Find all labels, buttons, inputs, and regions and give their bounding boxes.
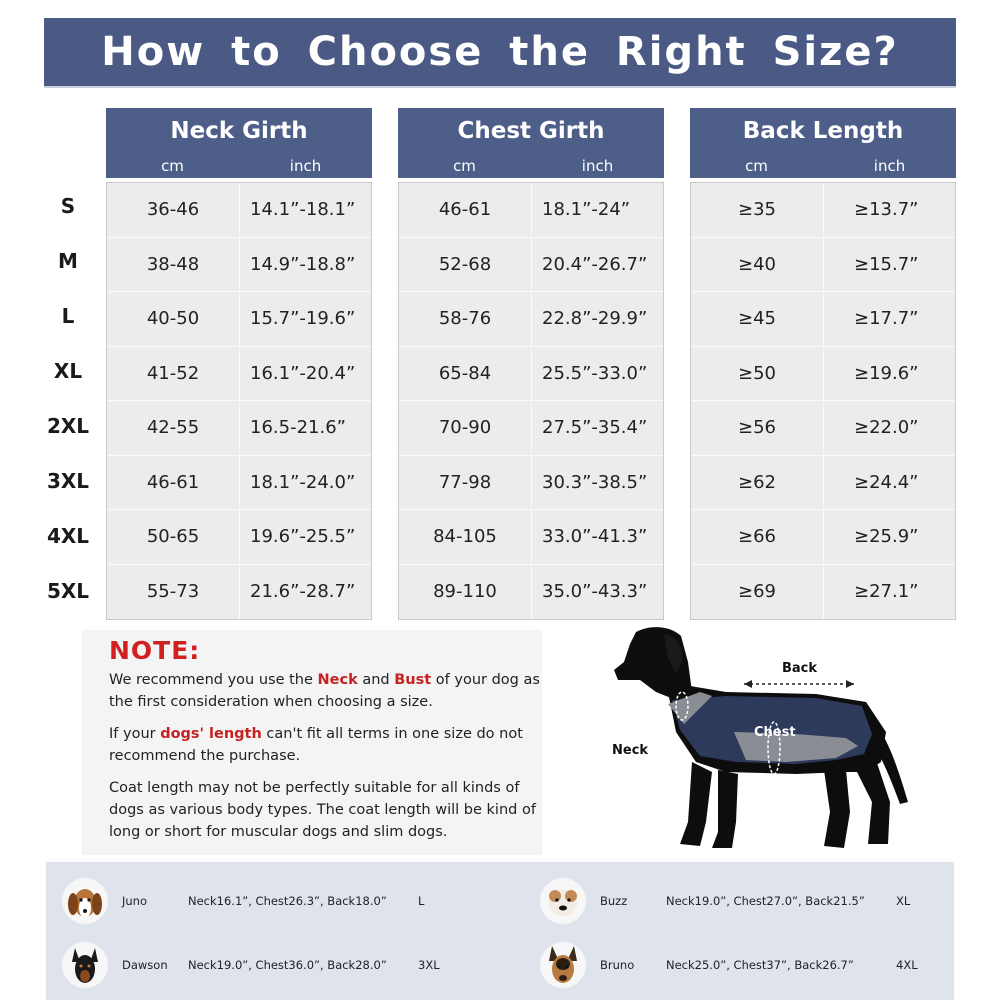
table-row <box>107 401 371 456</box>
pet-size: XL <box>896 894 911 908</box>
note-text: can't fit all terms in one size do not recommend the purchase. <box>109 726 523 764</box>
inch-cell: 14.9”-18.8” <box>239 238 371 292</box>
cm-cell: ≥45 <box>738 308 776 330</box>
back-length-header <box>690 108 956 178</box>
german-shepherd-icon <box>540 942 586 988</box>
back-unit-cm: cm <box>745 157 768 175</box>
chest-unit-inch: inch <box>581 157 614 175</box>
cm-cell: 46-61 <box>438 199 492 221</box>
size-label-l: L <box>61 304 75 328</box>
inch-cell: ≥25.9” <box>823 510 955 564</box>
note-highlight-length: dogs' length <box>160 726 262 742</box>
table-row <box>399 292 663 347</box>
pet-name: Bruno <box>600 958 635 972</box>
table-row <box>691 347 955 402</box>
inch-cell: ≥15.7” <box>823 238 955 292</box>
neck-unit-inch: inch <box>289 157 322 175</box>
inch-cell: 30.3”-38.5” <box>531 456 663 510</box>
pet-name: Dawson <box>122 958 168 972</box>
size-label-xl: XL <box>53 359 83 383</box>
pet-measurements: Neck19.0”, Chest36.0”, Back28.0” <box>188 958 387 972</box>
pet-name: Buzz <box>600 894 628 908</box>
inch-cell: 15.7”-19.6” <box>239 292 371 346</box>
pet-measurements: Neck19.0”, Chest27.0”, Back21.5” <box>666 894 865 908</box>
size-label-3xl: 3XL <box>46 469 90 493</box>
neck-girth-header <box>106 108 372 178</box>
back-length-table <box>690 108 956 620</box>
bulldog-icon <box>540 878 586 924</box>
size-label-m: M <box>58 249 78 273</box>
doberman-icon <box>62 942 108 988</box>
table-row <box>107 238 371 293</box>
cm-cell: 55-73 <box>146 581 200 603</box>
chest-girth-table <box>398 108 664 620</box>
back-measure-arrow <box>744 680 854 688</box>
table-row <box>691 401 955 456</box>
pet-measurements: Neck25.0”, Chest37”, Back26.7” <box>666 958 854 972</box>
size-label-4xl: 4XL <box>46 524 90 548</box>
inch-cell: ≥24.4” <box>823 456 955 510</box>
cm-cell: 84-105 <box>433 526 497 548</box>
table-row <box>107 183 371 238</box>
inch-cell: 33.0”-41.3” <box>531 510 663 564</box>
neck-unit-cm: cm <box>161 157 184 175</box>
table-row <box>399 347 663 402</box>
chest-label: Chest <box>754 725 796 740</box>
chest-unit-cm: cm <box>453 157 476 175</box>
cm-cell: 42-55 <box>146 417 200 439</box>
table-row <box>691 292 955 347</box>
cm-cell: ≥56 <box>738 417 776 439</box>
dog-measurement-diagram <box>596 622 936 862</box>
chest-girth-header <box>398 108 664 178</box>
back-length-title: Back Length <box>742 118 904 144</box>
inch-cell: 35.0”-43.3” <box>531 565 663 620</box>
cm-cell: ≥62 <box>738 471 776 493</box>
inch-cell: 22.8”-29.9” <box>531 292 663 346</box>
table-row <box>107 510 371 565</box>
size-label-2xl: 2XL <box>46 414 90 438</box>
cm-cell: ≥50 <box>738 362 776 384</box>
page-title: How to Choose the Right Size? <box>101 29 899 75</box>
note-text: and <box>357 672 395 688</box>
beagle-icon <box>62 878 108 924</box>
neck-girth-title: Neck Girth <box>170 118 308 144</box>
note-box <box>82 630 542 855</box>
table-row <box>691 183 955 238</box>
pet-example-buzz <box>540 878 936 924</box>
table-row <box>399 510 663 565</box>
inch-cell: ≥17.7” <box>823 292 955 346</box>
cm-cell: 46-61 <box>146 471 200 493</box>
cm-cell: 89-110 <box>433 581 497 603</box>
cm-cell: 58-76 <box>438 308 492 330</box>
inch-cell: 25.5”-33.0” <box>531 347 663 401</box>
note-heading: NOTE: <box>109 636 201 665</box>
cm-cell: ≥35 <box>738 199 776 221</box>
back-length-body <box>690 182 956 620</box>
pet-example-dawson <box>62 942 458 988</box>
note-text: We recommend you use the <box>109 672 318 688</box>
inch-cell: ≥19.6” <box>823 347 955 401</box>
pet-name: Juno <box>122 894 148 908</box>
table-row <box>399 238 663 293</box>
cm-cell: ≥66 <box>738 526 776 548</box>
pet-size: 4XL <box>896 958 918 972</box>
table-row <box>107 456 371 511</box>
cm-cell: 70-90 <box>438 417 492 439</box>
back-unit-inch: inch <box>873 157 906 175</box>
pet-example-bruno <box>540 942 936 988</box>
note-text: of your dog as the first consideration when choosing a size. <box>109 672 540 710</box>
neck-girth-body <box>106 182 372 620</box>
table-row <box>107 292 371 347</box>
cm-cell: 40-50 <box>146 308 200 330</box>
note-text: If your <box>109 726 161 742</box>
cm-cell: ≥40 <box>738 253 776 275</box>
cm-cell: 38-48 <box>146 253 200 275</box>
cm-cell: 52-68 <box>438 253 492 275</box>
size-label-s: S <box>60 194 76 218</box>
chest-girth-body <box>398 182 664 620</box>
table-row <box>107 565 371 620</box>
note-paragraph-1 <box>109 669 542 713</box>
cm-cell: 36-46 <box>146 199 200 221</box>
inch-cell: 20.4”-26.7” <box>531 238 663 292</box>
inch-cell: 14.1”-18.1” <box>239 183 371 237</box>
table-row <box>691 238 955 293</box>
neck-girth-table <box>106 108 372 620</box>
back-label: Back <box>782 661 818 676</box>
inch-cell: 21.6”-28.7” <box>239 565 371 620</box>
inch-cell: 19.6”-25.5” <box>239 510 371 564</box>
pet-example-juno <box>62 878 458 924</box>
neck-label: Neck <box>612 743 649 758</box>
inch-cell: ≥22.0” <box>823 401 955 455</box>
table-row <box>107 347 371 402</box>
inch-cell: 27.5”-35.4” <box>531 401 663 455</box>
table-row <box>691 565 955 620</box>
cm-cell: ≥69 <box>738 581 776 603</box>
note-highlight-bust: Bust <box>394 672 432 688</box>
pet-measurements: Neck16.1”, Chest26.3”, Back18.0” <box>188 894 387 908</box>
pet-examples-panel <box>46 862 954 1000</box>
pet-size: 3XL <box>418 958 440 972</box>
title-banner <box>44 18 956 86</box>
inch-cell: 18.1”-24” <box>531 183 663 237</box>
table-row <box>399 183 663 238</box>
note-paragraph-3: Coat length may not be perfectly suitable for all kinds of dogs as various body types. The coat length will be kind of long or short for muscular dogs and slim dogs. <box>109 780 536 840</box>
inch-cell: 18.1”-24.0” <box>239 456 371 510</box>
size-label-5xl: 5XL <box>46 579 90 603</box>
cm-cell: 65-84 <box>438 362 492 384</box>
table-row <box>399 456 663 511</box>
table-row <box>399 565 663 620</box>
chest-girth-title: Chest Girth <box>457 118 605 144</box>
inch-cell: ≥27.1” <box>823 565 955 620</box>
table-row <box>691 510 955 565</box>
cm-cell: 50-65 <box>146 526 200 548</box>
table-row <box>399 401 663 456</box>
inch-cell: ≥13.7” <box>823 183 955 237</box>
inch-cell: 16.1”-20.4” <box>239 347 371 401</box>
pet-size: L <box>418 894 425 908</box>
note-highlight-neck: Neck <box>317 672 358 688</box>
table-row <box>691 456 955 511</box>
inch-cell: 16.5-21.6” <box>239 401 371 455</box>
note-paragraph-2 <box>109 723 542 767</box>
cm-cell: 41-52 <box>146 362 200 384</box>
cm-cell: 77-98 <box>438 471 492 493</box>
